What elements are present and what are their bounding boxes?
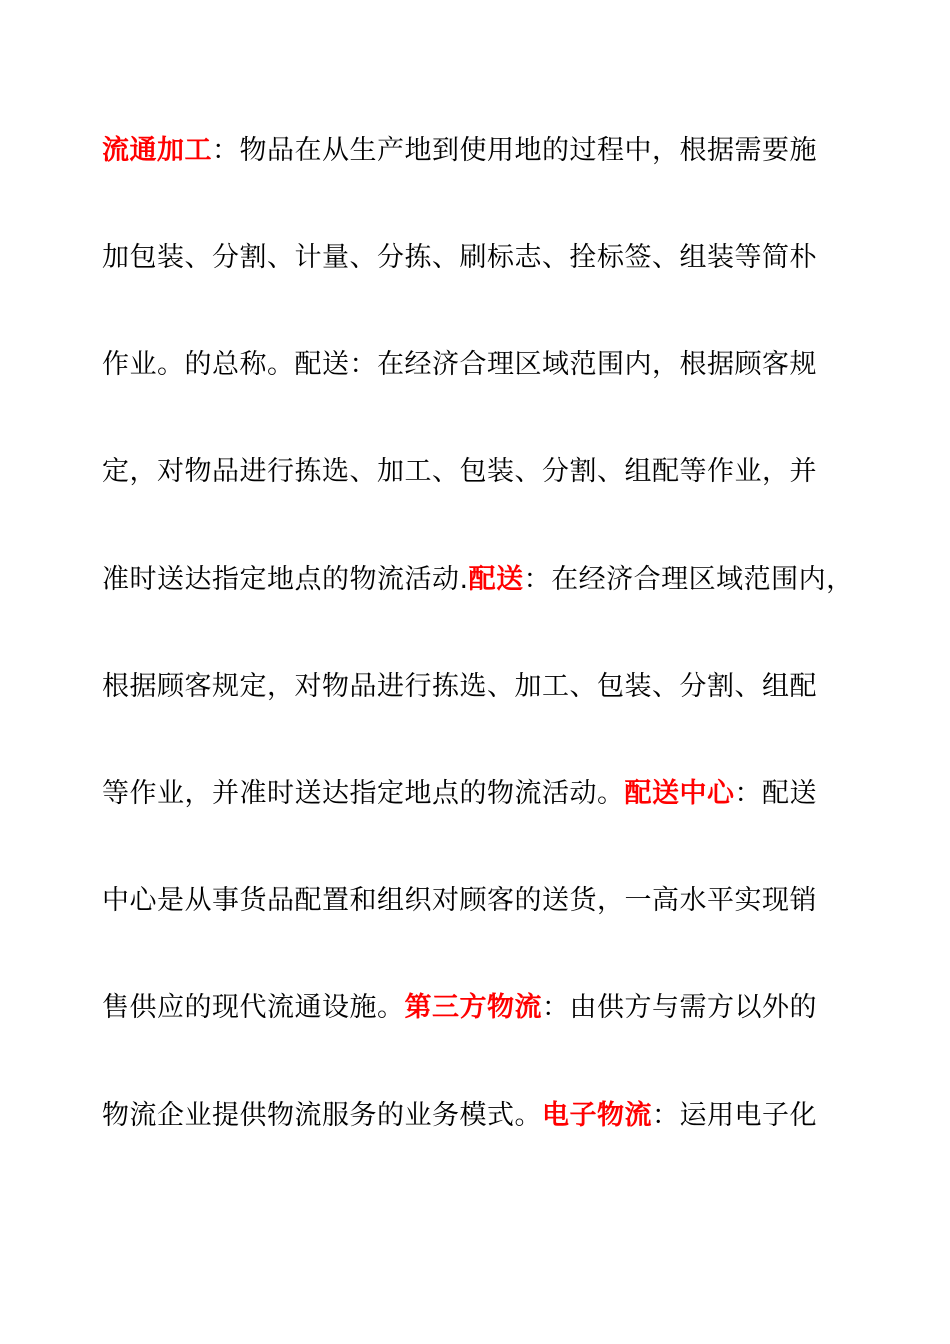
line-10-text-a: 物流企业提供物流服务的业务模式。 — [102, 1100, 542, 1131]
text-line-7 — [102, 774, 872, 814]
line-9-text-b: ：由供方与需方以外的 — [542, 992, 817, 1023]
term-peisong: 配送 — [468, 564, 524, 595]
text-line-3 — [102, 345, 872, 385]
line-10-text-b: ：运用电子化 — [652, 1100, 817, 1131]
line-9-text-a: 售供应的现代流通设施。 — [102, 992, 405, 1023]
line-7-text-a: 等作业，并准时送达指定地点的物流活动。 — [102, 778, 625, 809]
text-line-4 — [102, 452, 872, 492]
line-7-text-b: ：配送 — [734, 778, 817, 809]
line-5-text-b: ：在经济合理区域范围内， — [523, 564, 854, 595]
text-line-10 — [102, 1096, 872, 1136]
line-4-text: 定，对物品进行拣选、加工、包装、分割、组配等作业，并 — [102, 456, 817, 487]
line-5-text-a: 准时送达指定地点的物流活动. — [102, 564, 469, 595]
term-dianzi-wuliu: 电子物流 — [542, 1100, 652, 1131]
text-line-1 — [102, 131, 872, 171]
text-line-2 — [102, 238, 872, 278]
text-line-9 — [102, 988, 872, 1028]
term-disanfang-wuliu: 第三方物流 — [404, 992, 542, 1023]
line-3-text: 作业。的总称。配送：在经济合理区域范围内，根据顾客规 — [102, 349, 817, 380]
term-liutong-jiagong: 流通加工 — [102, 135, 212, 166]
line-2-text: 加包装、分割、计量、分拣、刷标志、拴标签、组装等简朴 — [102, 242, 817, 273]
text-line-8 — [102, 881, 872, 921]
line-1-text: ：物品在从生产地到使用地的过程中，根据需要施 — [212, 135, 817, 166]
line-6-text: 根据顾客规定，对物品进行拣选、加工、包装、分割、组配 — [102, 671, 817, 702]
text-line-6 — [102, 667, 872, 707]
term-peisong-zhongxin: 配送中心 — [624, 778, 735, 809]
line-8-text: 中心是从事货品配置和组织对顾客的送货，一高水平实现销 — [102, 885, 817, 916]
text-line-5 — [102, 560, 872, 600]
